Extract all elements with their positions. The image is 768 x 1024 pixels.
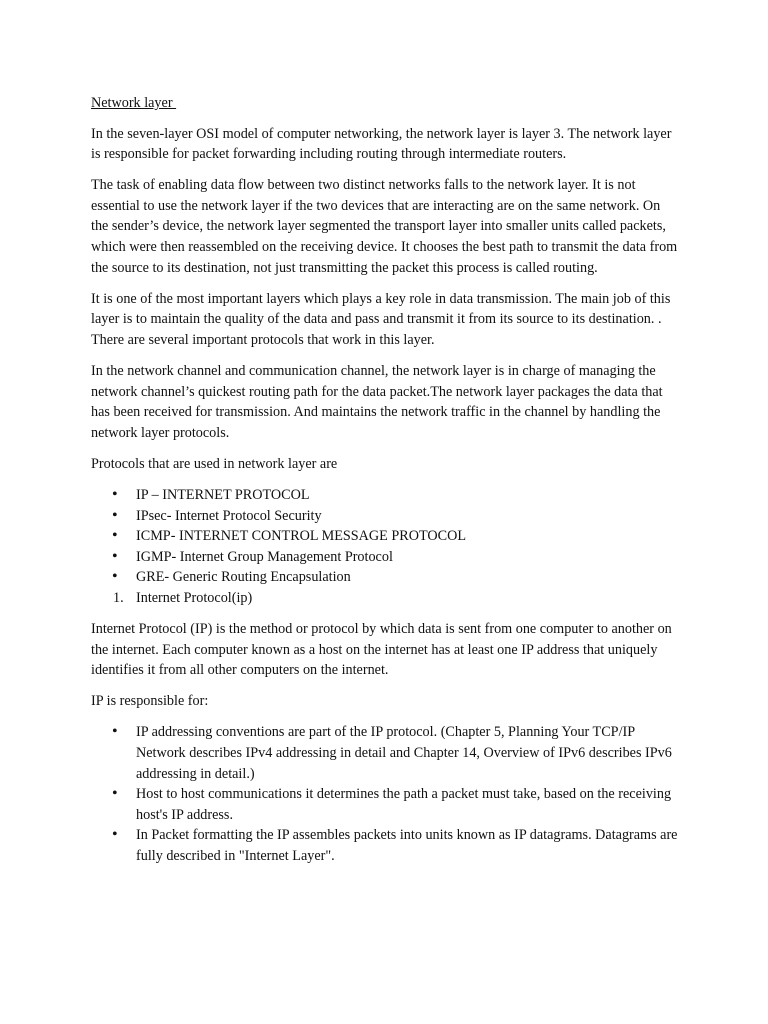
list-number: 1. <box>113 589 124 606</box>
numbered-list <box>91 588 681 609</box>
protocol-list-group <box>91 485 681 609</box>
list-item <box>91 506 681 527</box>
paragraph-osi-intro: In the seven-layer OSI model of computer networking, the network layer is layer 3. The network layer is responsible for packet forwarding including routing through intermediate routers. <box>91 125 672 163</box>
paragraph-ip-definition: Internet Protocol (IP) is the method or protocol by which data is sent from one computer to another on the internet. Each computer known as a host on the internet has at least one IP address that uniquely identifies it from all other computers on the internet. <box>91 621 672 679</box>
paragraph-channel: In the network channel and communication channel, the network layer is in charge of managing the network channel’s quickest routing path for the data packet.The network layer packages the data that has been received for transmission. And maintains the network traffic in the channel by handling the network layer protocols. <box>91 363 663 441</box>
paragraph-data-flow: The task of enabling data flow between two distinct networks falls to the network layer. It is not essential to use the network layer if the two devices that are interacting are on the same network. On the sender’s device, the network layer segmented the transport layer into smaller units called packets, which were then reassembled on the receiving device. It chooses the best path to transmit the data from the source to its destination, not just transmitting the packet this process is called routing. <box>91 177 678 276</box>
list-item-text: ICMP- INTERNET CONTROL MESSAGE PROTOCOL <box>136 528 467 545</box>
list-item <box>91 825 681 866</box>
bullet-icon: • <box>112 785 118 803</box>
list-item-text: IP addressing conventions are part of the IP protocol. (Chapter 5, Planning Your TCP/IP Network describes IPv4 addressing in detail and Chapter 14, Overview of IPv6 describes IPv6 addressing in detail.) <box>136 724 672 782</box>
list-item <box>91 784 681 825</box>
paragraph-protocols-lead: Protocols that are used in network layer are <box>91 455 338 472</box>
list-item-text: GRE- Generic Routing Encapsulation <box>136 569 351 586</box>
numbered-list-item <box>91 588 681 609</box>
bullet-icon: • <box>112 486 118 503</box>
ip-responsibility-list <box>91 722 681 866</box>
list-item <box>91 485 681 506</box>
list-item-text: IPsec- Internet Protocol Security <box>136 507 322 524</box>
list-item <box>91 547 681 568</box>
bullet-icon: • <box>112 547 118 565</box>
paragraph-importance: It is one of the most important layers which plays a key role in data transmission. The main job of this layer is to maintain the quality of the data and pass and transmit it from its source to its destination. . There are several important protocols that work in this layer. <box>91 290 671 348</box>
list-item <box>91 567 681 588</box>
list-item <box>91 526 681 547</box>
protocol-bullet-list <box>91 485 681 588</box>
bullet-icon: • <box>112 527 118 545</box>
bullet-icon: • <box>112 568 118 586</box>
document-body <box>91 93 681 877</box>
list-item-text: In Packet formatting the IP assembles packets into units known as IP datagrams. Datagrams are fully described in "Internet Layer". <box>136 827 678 864</box>
bullet-icon: • <box>112 723 118 741</box>
list-item-text: Host to host communications it determines the path a packet must take, based on the receiving host's IP address. <box>136 786 672 823</box>
document-title: Network layer <box>91 95 177 111</box>
paragraph-ip-responsible: IP is responsible for: <box>91 693 209 710</box>
list-item-text: IP – INTERNET PROTOCOL <box>136 487 310 503</box>
bullet-icon: • <box>112 506 118 524</box>
list-item-text: IGMP- Internet Group Management Protocol <box>136 548 393 565</box>
list-item-text: Internet Protocol(ip) <box>136 589 253 606</box>
list-item <box>91 722 681 784</box>
bullet-icon: • <box>112 826 118 844</box>
